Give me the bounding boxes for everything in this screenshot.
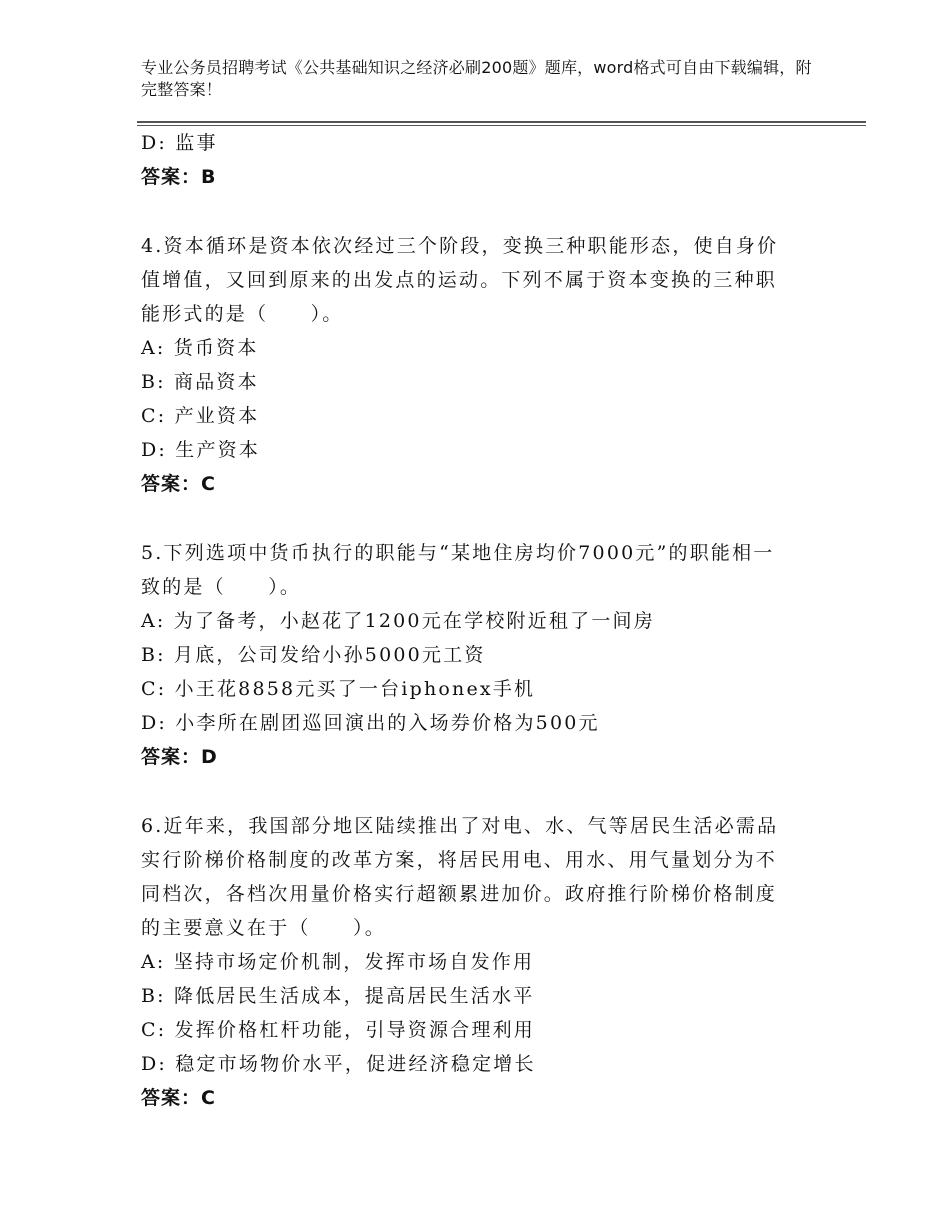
question-stem-line: 值增值，又回到原来的出发点的运动。下列不属于资本变换的三种职 (141, 269, 778, 291)
option-b: B: 月底，公司发给小孙5000元工资 (141, 644, 486, 666)
spacer (141, 774, 811, 809)
document-header (141, 57, 821, 101)
question-stem-line: 4.资本循环是资本依次经过三个阶段，变换三种职能形态，使自身价 (141, 235, 779, 257)
question-6 (141, 809, 811, 1115)
question-stem-line: 实行阶梯价格制度的改革方案，将居民用电、用水、用气量划分为不 (141, 849, 778, 871)
question-5 (141, 536, 811, 774)
option-b: B: 商品资本 (141, 371, 259, 393)
header-divider-thick (137, 121, 866, 123)
spacer (141, 501, 811, 536)
question-stem-line: 5.下列选项中货币执行的职能与“某地住房均价7000元”的职能相一 (141, 542, 775, 564)
answer-line: 答案：C (141, 473, 216, 495)
spacer (141, 194, 811, 229)
question-stem-line: 的主要意义在于（ ）。 (141, 917, 386, 939)
question-4 (141, 229, 811, 501)
option-a: A: 为了备考，小赵花了1200元在学校附近租了一间房 (141, 610, 655, 632)
answer-line: 答案：C (141, 1087, 216, 1109)
option-d: D: 监事 (141, 132, 218, 154)
option-c: C: 小王花8858元买了一台iphonex手机 (141, 678, 536, 700)
header-text: 专业公务员招聘考试《公共基础知识之经济必刷200题》题库，word格式可自由下载编辑，附完整答案！ (141, 58, 812, 99)
option-a: A: 货币资本 (141, 337, 259, 359)
option-c: C: 发挥价格杠杆功能，引导资源合理利用 (141, 1019, 535, 1041)
question-stem-line: 6.近年来，我国部分地区陆续推出了对电、水、气等居民生活必需品 (141, 815, 779, 837)
answer-line: 答案：D (141, 746, 218, 768)
option-d: D: 稳定市场物价水平，促进经济稳定增长 (141, 1053, 536, 1075)
option-b: B: 降低居民生活成本，提高居民生活水平 (141, 985, 535, 1007)
option-d: D: 小李所在剧团巡回演出的入场券价格为500元 (141, 712, 600, 734)
question-stem-line: 能形式的是（ ）。 (141, 303, 344, 325)
question-list (141, 126, 811, 1115)
question-stem-line: 同档次，各档次用量价格实行超额累进加价。政府推行阶梯价格制度 (141, 883, 778, 905)
question-stem-line: 致的是（ ）。 (141, 576, 302, 598)
answer-line: 答案：B (141, 166, 217, 188)
question-3-tail (141, 126, 811, 194)
option-a: A: 坚持市场定价机制，发挥市场自发作用 (141, 951, 535, 973)
option-c: C: 产业资本 (141, 405, 260, 427)
option-d: D: 生产资本 (141, 439, 261, 461)
